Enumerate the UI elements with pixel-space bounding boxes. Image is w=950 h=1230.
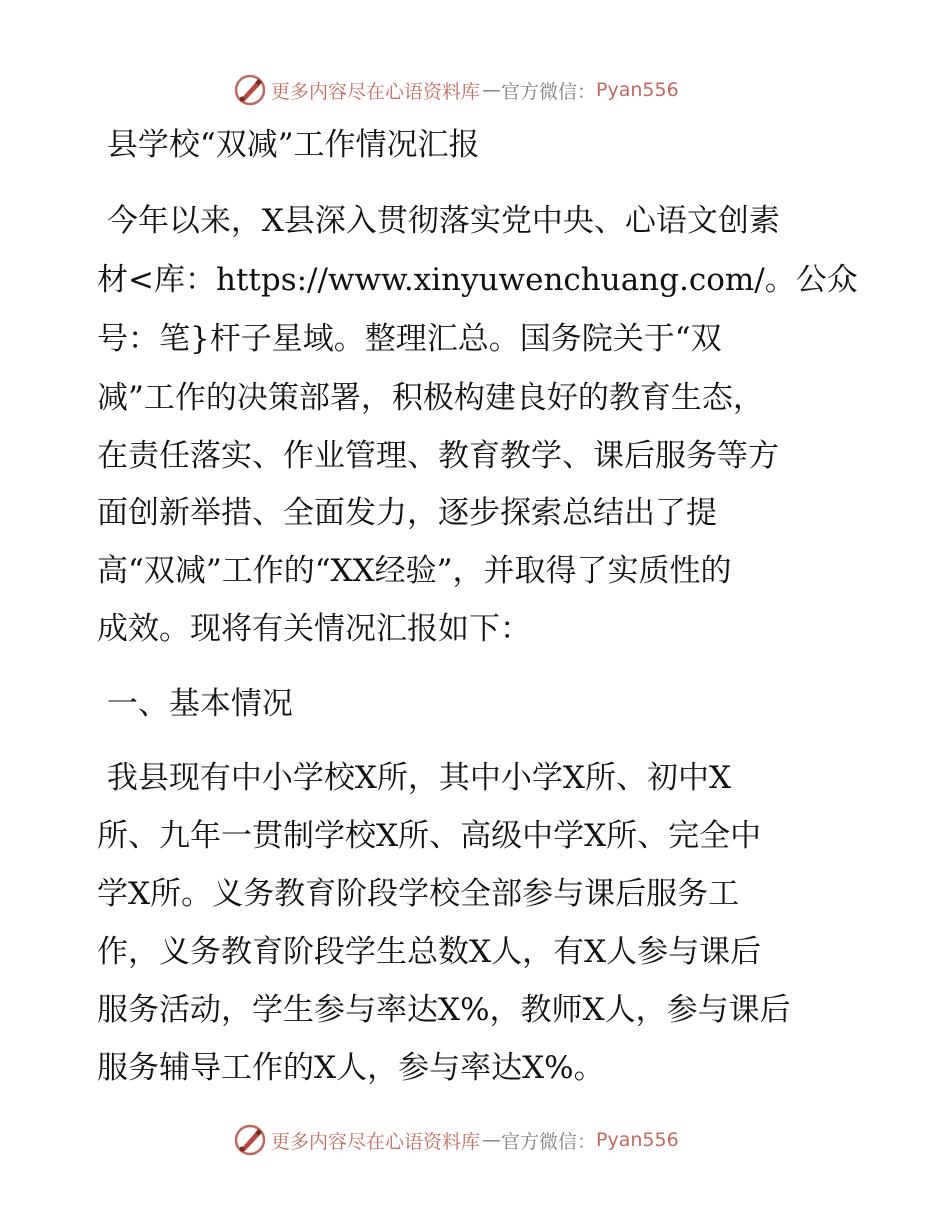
banner-text: 更多内容尽在心语资料库 — [271, 80, 481, 103]
document-title: 县学校“双减”工作情况汇报 — [97, 127, 480, 163]
watermark-banner-top — [233, 70, 679, 110]
banner-separator: — — [482, 79, 502, 101]
pen-logo-icon — [233, 73, 267, 107]
paragraph-line: 号：笔}杆子星域。整理汇总。国务院关于“双 — [97, 321, 722, 357]
section-heading: 一、基本情况 — [97, 686, 293, 722]
paragraph-line: 面创新举措、全面发力，逐步探索总结出了提 — [97, 495, 717, 531]
watermark-banner-bottom — [233, 1120, 679, 1160]
banner-wechat-id: Pyan556 — [596, 79, 679, 101]
paragraph-line: 高“双减”工作的“XX经验”，并取得了实质性的 — [97, 553, 732, 589]
banner-wechat-id: Pyan556 — [596, 1129, 679, 1151]
paragraph-line: 减”工作的决策部署，积极构建良好的教育生态， — [97, 380, 764, 416]
paragraph-line: 所、九年一贯制学校X所、高级中学X所、完全中 — [97, 818, 762, 854]
pen-logo-icon — [233, 1123, 267, 1157]
paragraph-line: 今年以来，X县深入贯彻落实党中央、心语文创素 — [97, 203, 780, 239]
paragraph-line: 材<库：https://www.xinyuwenchuang.com/。公众 — [97, 262, 858, 298]
banner-separator: — — [482, 1129, 502, 1151]
paragraph-line: 成效。现将有关情况汇报如下： — [97, 611, 531, 647]
banner-wechat-label: 官方微信： — [501, 1130, 597, 1153]
banner-wechat-label: 官方微信： — [501, 80, 597, 103]
paragraph-line: 作，义务教育阶段学生总数X人，有X人参与课后 — [97, 934, 762, 970]
banner-text: 更多内容尽在心语资料库 — [271, 1130, 481, 1153]
paragraph-line: 服务活动，学生参与率达X%，教师X人，参与课后 — [97, 992, 791, 1028]
paragraph-line: 在责任落实、作业管理、教育教学、课后服务等方 — [97, 438, 779, 474]
paragraph-line: 我县现有中小学校X所，其中小学X所、初中X — [97, 760, 732, 796]
paragraph-line: 服务辅导工作的X人，参与率达X%。 — [97, 1050, 605, 1086]
paragraph-line: 学X所。义务教育阶段学校全部参与课后服务工 — [97, 876, 740, 912]
